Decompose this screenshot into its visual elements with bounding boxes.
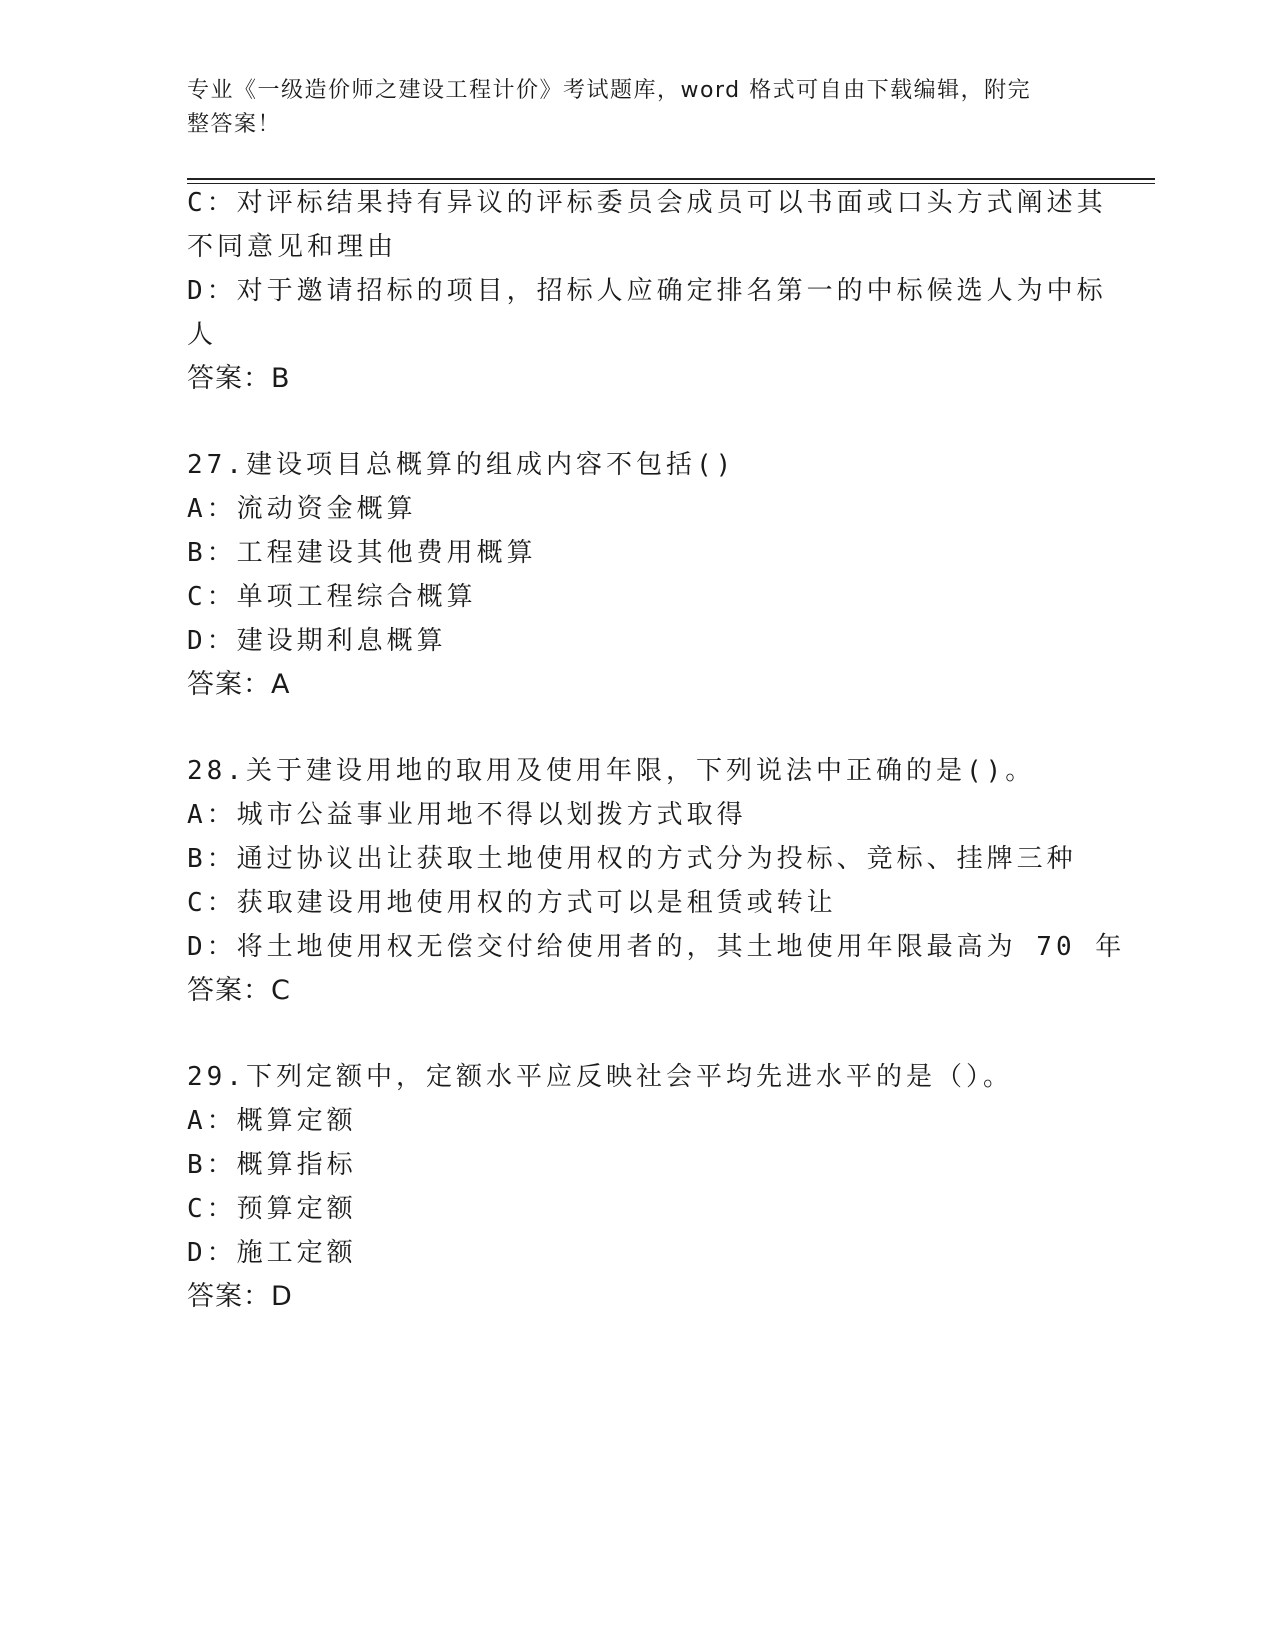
q28-question: 28.关于建设用地的取用及使用年限，下列说法中正确的是()。 [187,756,1036,786]
q29-answer: 答案：D [187,1281,293,1312]
q28-option-d: D：将土地使用权无偿交付给使用者的，其土地使用年限最高为 70 年 [187,932,1126,962]
document-header [187,74,1067,142]
q27-option-b: B：工程建设其他费用概算 [187,538,537,568]
q26-option-d-line2: 人 [187,320,218,350]
q27-option-a: A：流动资金概算 [187,494,417,524]
q28-option-c: C：获取建设用地使用权的方式可以是租赁或转让 [187,888,837,918]
q27-question: 27.建设项目总概算的组成内容不包括() [187,450,736,480]
q28-option-a: A：城市公益事业用地不得以划拨方式取得 [187,800,747,830]
q29-option-c: C：预算定额 [187,1194,357,1224]
header-line-1: 专业《一级造价师之建设工程计价》考试题库，word 格式可自由下载编辑，附完 [187,78,1032,103]
header-divider-thin [187,183,1155,184]
q27-answer: 答案：A [187,669,291,700]
q26-answer: 答案：B [187,363,291,394]
header-line-2: 整答案！ [187,112,282,137]
q28-answer: 答案：C [187,975,291,1006]
q28-option-b: B：通过协议出让获取土地使用权的方式分为投标、竞标、挂牌三种 [187,844,1077,874]
q26-option-c-line1: C：对评标结果持有异议的评标委员会成员可以书面或口头方式阐述其 [187,188,1107,218]
q29-option-a: A：概算定额 [187,1106,357,1136]
q29-option-d: D：施工定额 [187,1238,357,1268]
q29-option-b: B：概算指标 [187,1150,357,1180]
q29-question: 29.下列定额中，定额水平应反映社会平均先进水平的是（）。 [187,1062,1013,1092]
q27-option-c: C：单项工程综合概算 [187,582,477,612]
q26-option-c-line2: 不同意见和理由 [187,232,398,262]
header-divider-thick [187,178,1155,180]
q27-option-d: D：建设期利息概算 [187,626,447,656]
q26-option-d-line1: D：对于邀请招标的项目，招标人应确定排名第一的中标候选人为中标 [187,276,1107,306]
